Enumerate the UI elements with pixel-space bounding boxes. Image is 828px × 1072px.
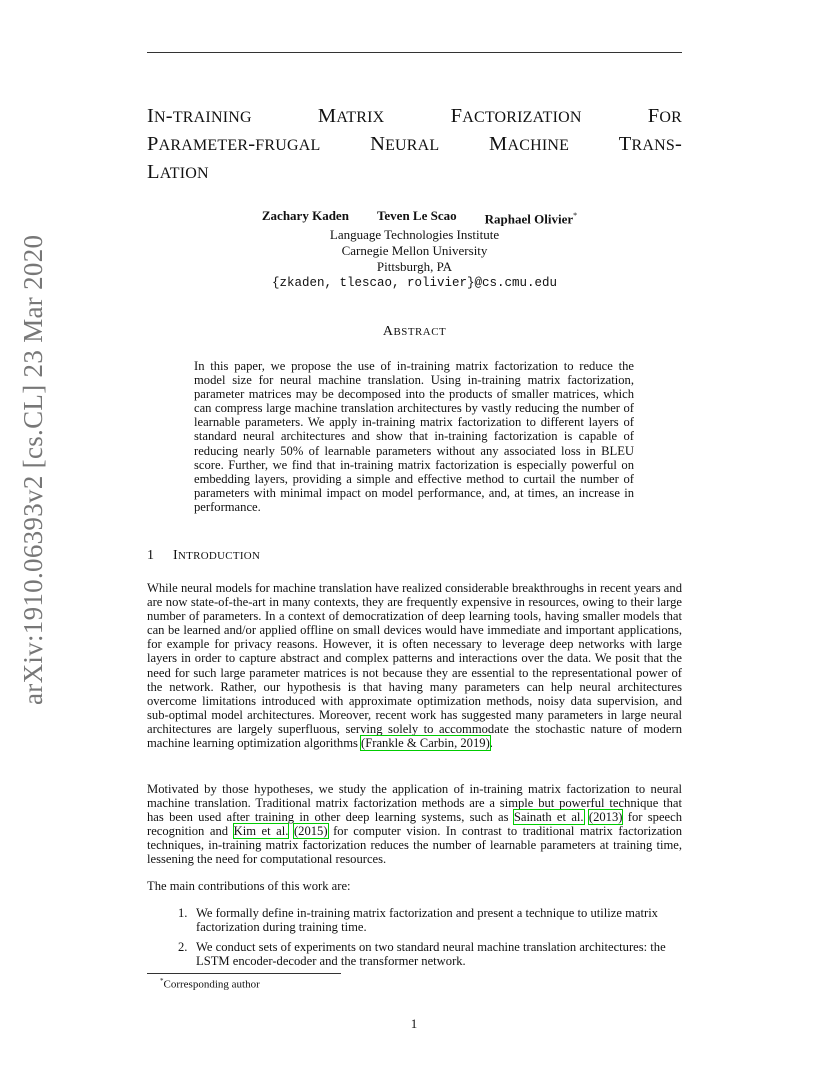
citation-year-link[interactable]: (2015)	[293, 824, 328, 839]
corresponding-mark: *	[573, 211, 578, 220]
title-word: MACHINE	[489, 133, 570, 155]
title-word: PARAMETER-FRUGAL	[147, 133, 321, 155]
footnote-rule	[147, 973, 341, 974]
author-emails: {zkaden, tlescao, rolivier}@cs.cmu.edu	[271, 276, 558, 291]
author-name: Raphael Olivier*	[484, 211, 578, 227]
affiliation: Language Technologies Institute	[329, 227, 500, 243]
author-name: Zachary Kaden	[261, 208, 349, 223]
title-line-3	[147, 159, 682, 187]
title-word: FOR	[647, 105, 682, 127]
title-word: NEURAL	[370, 133, 440, 155]
author-names	[157, 208, 682, 227]
citation-link[interactable]: (Frankle & Carbin, 2019)	[361, 736, 490, 751]
title-line-1	[147, 103, 682, 131]
top-rule	[147, 52, 682, 53]
title-word: LATION	[147, 161, 209, 183]
paragraph: While neural models for machine translation have realized considerable breakthroughs in recent years and are now state-of-the-art in many contexts, they are frequently expensive in resources, owing to their large number of parameters. In a context of democratization of deep learning tools, having smaller models that can be learned and/or applied offline on small devices would have immediate and important applications, for example for privacy reasons. However, it is often necessary to leverage deep networks with large layers in order to capture abstract and complex patterns and interactions over the data. We posit that the need for such large parameter matrices is not because they are essential to the representational power of the network. Rather, our hypothesis is that having many parameters can help neural architectures overcome limitations introduced with approximate optimization methods, noisy data supervision, and sub-optimal model architectures. Moreover, recent work has suggested many parameters in large neural architectures are largely superfluous, serving solely to accommodate the stochastic nature of modern machine learning optimization algorithms (Frankle & Carbin, 2019).	[147, 581, 682, 751]
arxiv-stamp: arXiv:1910.06393v2 [cs.CL] 23 Mar 2020	[18, 234, 48, 705]
location: Pittsburgh, PA	[376, 259, 453, 275]
abstract-heading: ABSTRACT	[382, 324, 447, 339]
citation-link[interactable]: Sainath et al.	[513, 810, 584, 825]
section-title: INTRODUCTION	[173, 548, 261, 563]
author-block	[147, 208, 682, 291]
title-word: MATRIX	[317, 105, 385, 127]
title-word: TRANS-	[618, 133, 682, 155]
title-word: FACTORIZATION	[450, 105, 582, 127]
university: Carnegie Mellon University	[341, 243, 488, 259]
footnote: *Corresponding author	[160, 977, 260, 991]
author-name: Teven Le Scao	[376, 208, 457, 223]
abstract-text: In this paper, we propose the use of in-training matrix factorization to reduce the model size for neural machine translation. Using in-training matrix factorization, parameter matrices may be decomposed into the products of smaller matrices, which can compress large machine translation architectures by vastly reducing the number of learnable parameters. We apply in-training matrix factorization to different layers of standard neural architectures and show that in-training factorization is capable of reducing nearly 50% of learnable parameters without any associated loss in BLEU score. Further, we find that in-training matrix factorization is especially powerful on embedding layers, providing a simple and effective method to curtail the number of parameters with minimal impact on model performance, and, at times, an increase in performance.	[194, 359, 634, 514]
list-item: 2. We conduct sets of experiments on two standard neural machine translation architectures: the LSTM encoder-decoder and the transformer network.	[178, 940, 666, 969]
list-item: 1. We formally define in-training matrix factorization and present a technique to utilize matrix factorization during training time.	[178, 906, 658, 935]
section-number: 1	[147, 548, 155, 563]
citation-year-link[interactable]: (2013)	[588, 810, 623, 825]
title-word: IN-TRAINING	[147, 105, 252, 127]
page-number: 1	[410, 1016, 418, 1031]
title-line-2	[147, 131, 682, 159]
contributions-list	[178, 906, 683, 974]
citation-link[interactable]: Kim et al.	[233, 824, 289, 839]
paper-title	[147, 103, 682, 187]
section-heading	[147, 548, 260, 564]
paragraph: The main contributions of this work are:	[147, 879, 351, 893]
paragraph: Motivated by those hypotheses, we study the application of in-training matrix factorization to neural machine translation. Traditional matrix factorization methods are a simple but powerful technique that has been used after training in other deep learning systems, such as Sainath et al. (2013) for speech recognition and Kim et al. (2015) for computer vision. In contrast to traditional matrix factorization techniques, in-training matrix factorization reduces the number of learnable parameters at training time, lessening the need for computational resources.	[147, 782, 683, 867]
